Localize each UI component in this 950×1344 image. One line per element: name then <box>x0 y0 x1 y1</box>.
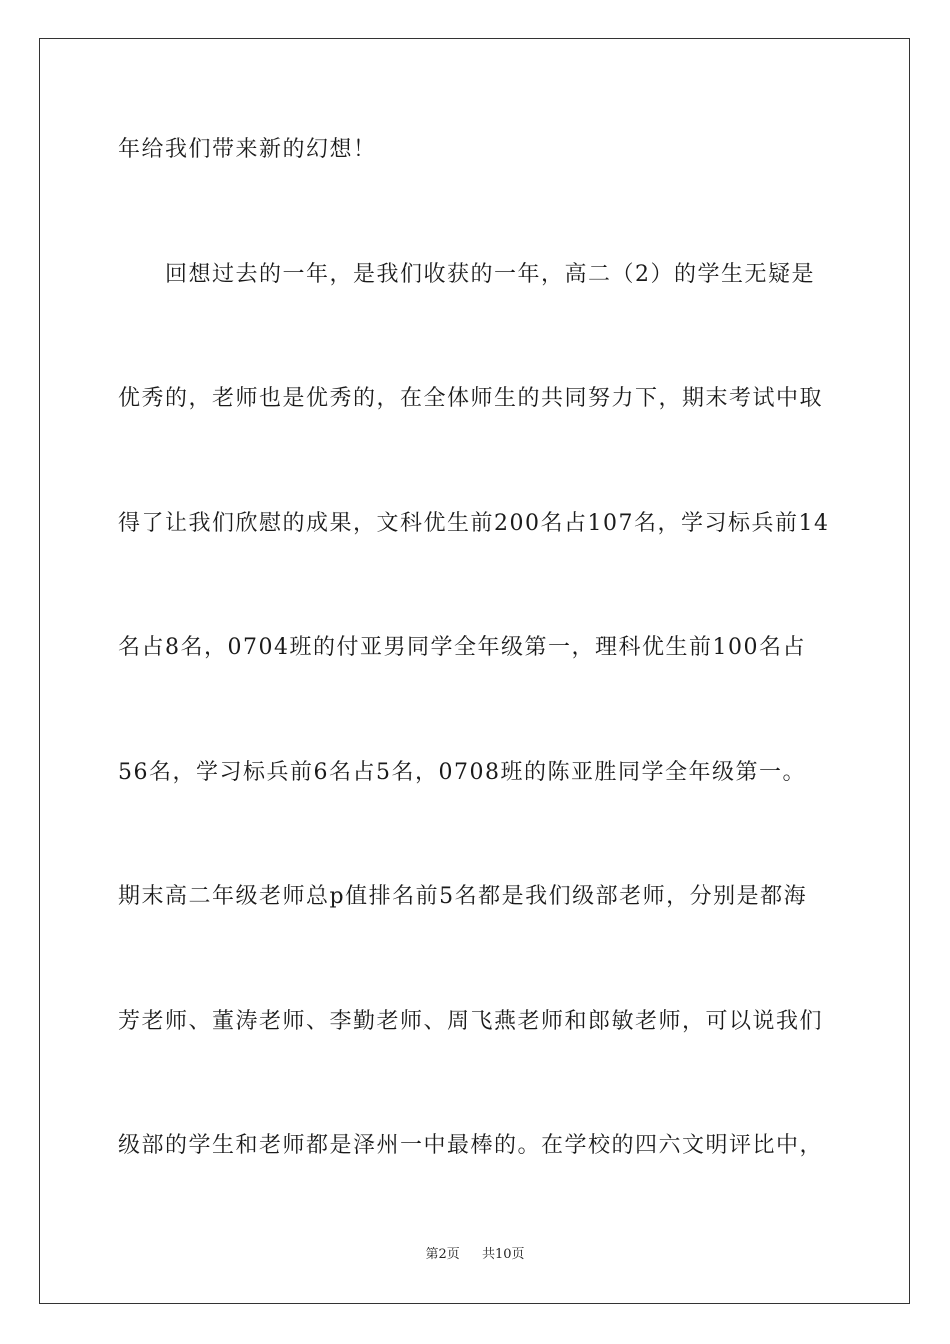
text-line-1: 年给我们带来新的幻想！ <box>118 137 377 162</box>
text-line-7: 期末高二年级老师总p值排名前5名都是我们级部老师，分别是都海 <box>118 884 808 909</box>
text-line-3: 优秀的，老师也是优秀的，在全体师生的共同努力下，期末考试中取 <box>118 386 824 411</box>
page-footer <box>0 1246 950 1264</box>
page-border <box>39 38 910 1304</box>
text-line-6: 56名，学习标兵前6名占5名，0708班的陈亚胜同学全年级第一。 <box>118 760 806 785</box>
page-number: 第2页 <box>425 1247 460 1262</box>
text-line-8: 芳老师、董涛老师、李勤老师、周飞燕老师和郎敏老师，可以说我们 <box>118 1009 824 1034</box>
text-line-2: 回想过去的一年，是我们收获的一年，高二（2）的学生无疑是 <box>118 262 815 287</box>
page-total: 共10页 <box>482 1247 525 1262</box>
text-line-5: 名占8名，0704班的付亚男同学全年级第一，理科优生前100名占 <box>118 635 806 660</box>
text-line-4: 得了让我们欣慰的成果，文科优生前200名占107名，学习标兵前14 <box>118 511 830 536</box>
text-line-9: 级部的学生和老师都是泽州一中最棒的。在学校的四六文明评比中， <box>118 1133 824 1158</box>
